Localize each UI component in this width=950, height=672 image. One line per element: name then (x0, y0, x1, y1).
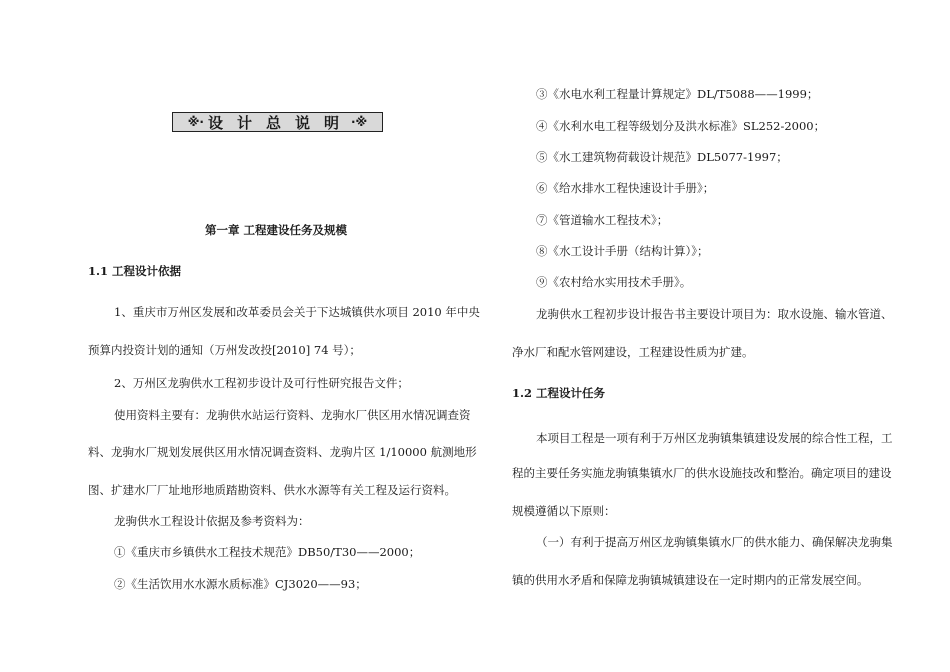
chapter-heading: 第一章 工程建设任务及规模 (205, 223, 348, 237)
title-ornament-right: ·※ (351, 115, 368, 129)
reference-item: ①《重庆市乡镇供水工程技术规范》DB50/T30——2000； (114, 545, 421, 559)
reference-item: ⑥《给水排水工程快速设计手册》； (536, 181, 715, 195)
reference-item: ⑨《农村给水实用技术手册》。 (536, 275, 692, 289)
paragraph-line: 规模遵循以下原则： (512, 504, 616, 518)
paragraph-line: 龙驹供水工程初步设计报告书主要设计项目为：取水设施、输水管道、 (536, 307, 893, 321)
paragraph-line: 图、扩建水厂厂址地形地质踏勘资料、供水水源等有关工程及运行资料。 (88, 483, 456, 497)
reference-item: ⑧《水工设计手册（结构计算）》； (536, 244, 709, 258)
paragraph-line: 程的主要任务实施龙驹镇集镇水厂的供水设施技改和整治。确定项目的建设 (512, 466, 892, 480)
paragraph-line: 龙驹供水工程设计依据及参考资料为： (114, 514, 310, 528)
reference-item: ③《水电水利工程量计算规定》DL/T5088——1999； (536, 87, 819, 101)
title-ornament-left: ※· (187, 115, 204, 129)
paragraph-line: 净水厂和配水管网建设，工程建设性质为扩建。 (512, 345, 754, 359)
document-title: 设计总说明 (207, 113, 353, 132)
paragraph-line: 本项目工程是一项有利于万州区龙驹镇集镇建设发展的综合性工程，工 (536, 431, 893, 445)
section-heading-1-1: 1.1 工程设计依据 (88, 264, 182, 278)
paragraph-line: （一）有利于提高万州区龙驹镇集镇水厂的供水能力、确保解决龙驹集 (536, 535, 893, 549)
paragraph-line: 预算内投资计划的通知（万州发改投[2010] 74 号）； (88, 343, 361, 357)
reference-item: ④《水利水电工程等级划分及洪水标准》SL252-2000； (536, 119, 826, 133)
paragraph-line: 2、万州区龙驹供水工程初步设计及可行性研究报告文件； (114, 376, 409, 390)
paragraph-line: 料、龙驹水厂规划发展供区用水情况调查资料、龙驹片区 1/10000 航测地形 (88, 445, 477, 459)
reference-item: ②《生活饮用水水源水质标准》CJ3020——93； (114, 577, 367, 591)
reference-item: ⑤《水工建筑物荷载设计规范》DL5077-1997； (536, 150, 788, 164)
reference-item: ⑦《管道输水工程技术》； (536, 213, 669, 227)
document-title-box (172, 112, 383, 132)
paragraph-line: 使用资料主要有：龙驹供水站运行资料、龙驹水厂供区用水情况调查资 (114, 408, 471, 422)
paragraph-line: 镇的供用水矛盾和保障龙驹镇城镇建设在一定时期内的正常发展空间。 (512, 573, 869, 587)
paragraph-line: 1、重庆市万州区发展和改革委员会关于下达城镇供水项目 2010 年中央 (114, 305, 480, 319)
section-heading-1-2: 1.2 工程设计任务 (512, 386, 606, 400)
